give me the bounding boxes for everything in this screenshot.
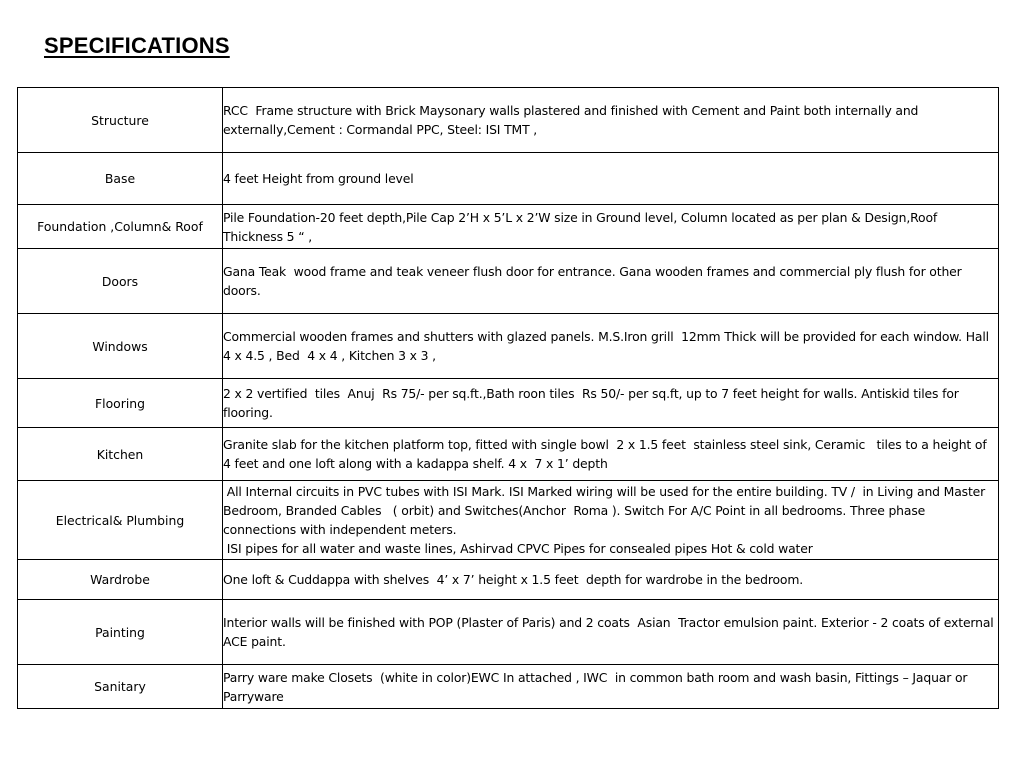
row-detail: RCC Frame structure with Brick Maysonary walls plastered and finished with Cement and Paint both internally and externally,Cement : Cormandal PPC, Steel: ISI TMT ,	[223, 88, 999, 153]
row-label: Doors	[18, 249, 223, 314]
specifications-table	[17, 87, 999, 709]
table-row	[18, 314, 999, 379]
row-detail: Commercial wooden frames and shutters with glazed panels. M.S.Iron grill 12mm Thick will be provided for each window. Hall 4 x 4.5 , Bed 4 x 4 , Kitchen 3 x 3 ,	[223, 314, 999, 379]
row-detail: One loft & Cuddappa with shelves 4’ x 7’ height x 1.5 feet depth for wardrobe in the bedroom.	[223, 560, 999, 600]
page-title: SPECIFICATIONS	[44, 33, 230, 58]
row-label: Flooring	[18, 379, 223, 428]
row-label: Base	[18, 153, 223, 205]
table-row	[18, 153, 999, 205]
row-detail: Granite slab for the kitchen platform top, fitted with single bowl 2 x 1.5 feet stainless steel sink, Ceramic tiles to a height of 4 feet and one loft along with a kadappa shelf. 4 x 7 x 1’ depth	[223, 428, 999, 481]
table-row	[18, 249, 999, 314]
row-detail: Parry ware make Closets (white in color)EWC In attached , IWC in common bath room and wash basin, Fittings – Jaquar or Parryware	[223, 665, 999, 709]
table-row	[18, 88, 999, 153]
row-label: Sanitary	[18, 665, 223, 709]
row-label: Structure	[18, 88, 223, 153]
row-label: Foundation ,Column& Roof	[18, 205, 223, 249]
row-label: Painting	[18, 600, 223, 665]
row-detail: Pile Foundation-20 feet depth,Pile Cap 2’H x 5’L x 2’W size in Ground level, Column located as per plan & Design,Roof Thickness 5 “ ,	[223, 205, 999, 249]
table-row	[18, 481, 999, 560]
row-detail: Interior walls will be finished with POP (Plaster of Paris) and 2 coats Asian Tractor emulsion paint. Exterior - 2 coats of external ACE paint.	[223, 600, 999, 665]
table-row	[18, 205, 999, 249]
table-row	[18, 600, 999, 665]
row-label: Wardrobe	[18, 560, 223, 600]
row-detail: Gana Teak wood frame and teak veneer flush door for entrance. Gana wooden frames and commercial ply flush for other doors.	[223, 249, 999, 314]
row-label: Kitchen	[18, 428, 223, 481]
table-row	[18, 560, 999, 600]
row-detail: 2 x 2 vertified tiles Anuj Rs 75/- per sq.ft.,Bath roon tiles Rs 50/- per sq.ft, up to 7 feet height for walls. Antiskid tiles for flooring.	[223, 379, 999, 428]
row-detail: 4 feet Height from ground level	[223, 153, 999, 205]
table-row	[18, 665, 999, 709]
row-detail: All Internal circuits in PVC tubes with ISI Mark. ISI Marked wiring will be used for the entire building. TV / in Living and Master Bedroom, Branded Cables ( orbit) and Switches(Anchor Roma ). Switch For A/C Point in all bedrooms. Three phase connections with independent meters. ISI pipes for all water and waste lines, Ashirvad CPVC Pipes for consealed pipes Hot & cold water	[223, 481, 999, 560]
table-row	[18, 428, 999, 481]
row-label: Windows	[18, 314, 223, 379]
row-label: Electrical& Plumbing	[18, 481, 223, 560]
table-row	[18, 379, 999, 428]
